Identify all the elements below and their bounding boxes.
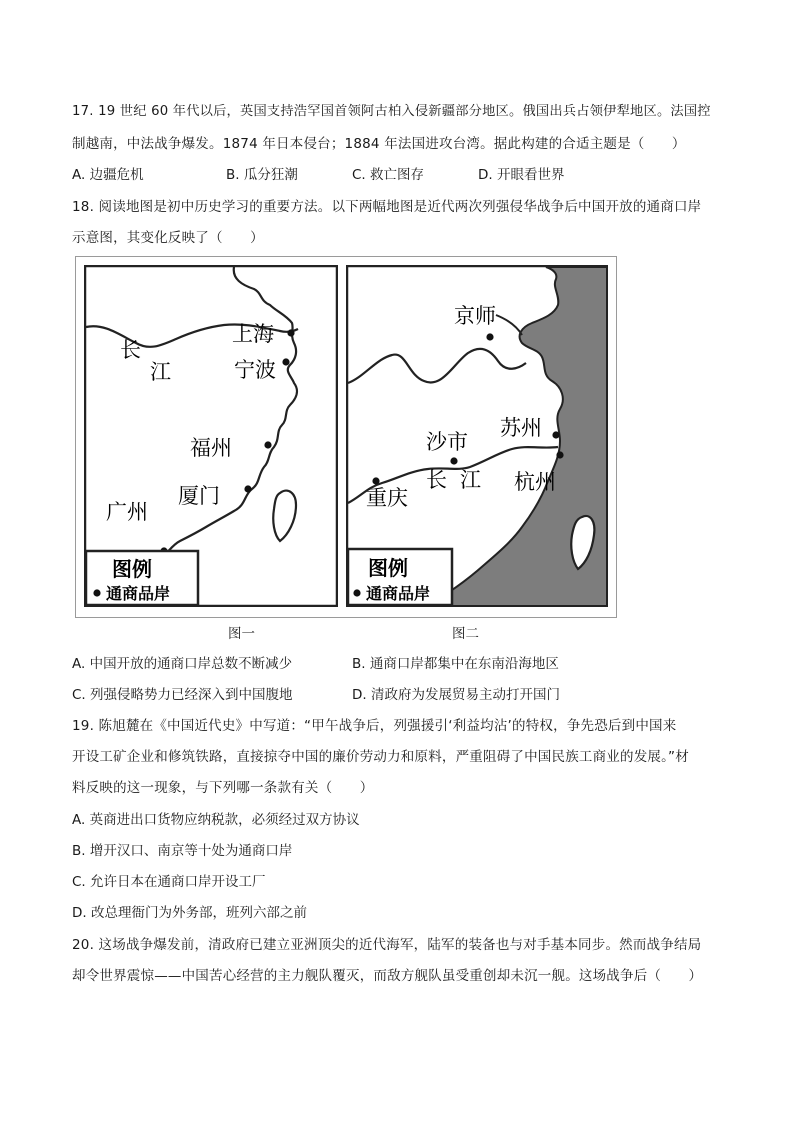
q19-option-d: D. 改总理衙门为外务部，班列六部之前 <box>72 905 307 921</box>
map2-label-shashi: 沙市 <box>426 430 468 454</box>
map1-label-guangzhou: 广州 <box>106 500 148 524</box>
map2-label-hangzhou: 杭州 <box>514 470 556 494</box>
caption-figure-2: 图二 <box>452 626 479 642</box>
q20-stem-line1: 20. 这场战争爆发前，清政府已建立亚洲顶尖的近代海军，陆军的装备也与对手基本同步。然而战争结局 <box>72 937 702 953</box>
q18-stem-line2: 示意图，其变化反映了（ ） <box>72 230 264 246</box>
map1-label-ningbo: 宁波 <box>234 358 276 382</box>
q18-option-a: A. 中国开放的通商口岸总数不断减少 <box>72 656 293 672</box>
q17-option-a: A. 边疆危机 <box>72 167 144 183</box>
map-two <box>346 265 600 607</box>
port-dot-suzhou <box>552 431 559 438</box>
q18-stem-line1: 18. 阅读地图是初中历史学习的重要方法。以下两幅地图是近代两次列强侵华战争后中国开放的通商口岸 <box>72 199 702 215</box>
caption-figure-1: 图一 <box>228 626 255 642</box>
map1-legend-title: 图例 <box>112 557 152 581</box>
map-one <box>84 265 338 607</box>
q17-option-d: D. 开眼看世界 <box>478 167 565 183</box>
map2-label-suzhou: 苏州 <box>500 416 542 440</box>
map2-legend-title: 图例 <box>368 556 408 580</box>
q17-stem-line1: 17. 19 世纪 60 年代以后，英国支持浩罕国首领阿古柏入侵新疆部分地区。俄国出兵占领伊犁地区。法国控 <box>72 104 711 119</box>
map1-label-xiamen: 厦门 <box>178 484 220 508</box>
legend-dot-icon <box>93 589 100 596</box>
map-figure <box>75 256 617 618</box>
q19-stem-line1: 19. 陈旭麓在《中国近代史》中写道：“甲午战争后，列强援引‘利益均沾’的特权，争先恐后到中国来 <box>72 718 677 734</box>
q17-option-b: B. 瓜分狂潮 <box>226 167 298 183</box>
map2-legend-item: 通商品岸 <box>366 584 431 603</box>
map1-label-fuzhou: 福州 <box>190 436 232 460</box>
port-dot-jingshi <box>486 333 493 340</box>
map2-label-jiang: 江 <box>460 468 481 492</box>
port-dot-shanghai <box>287 329 294 336</box>
q19-option-a: A. 英商进出口货物应纳税款，必须经过双方协议 <box>72 812 360 828</box>
q19-option-b: B. 增开汉口、南京等十处为通商口岸 <box>72 843 293 859</box>
map2-label-jingshi: 京师 <box>454 304 496 328</box>
map2-label-chongqing: 重庆 <box>366 486 408 510</box>
q17-stem-line2: 制越南，中法战争爆发。1874 年日本侵台；1884 年法国进攻台湾。据此构建的合适主题是（ ） <box>72 136 686 152</box>
q18-option-c: C. 列强侵略势力已经深入到中国腹地 <box>72 687 293 703</box>
port-dot-hangzhou <box>556 451 563 458</box>
q19-stem-line2: 开设工矿企业和修筑铁路，直接掠夺中国的廉价劳动力和原料，严重阻碍了中国民族工商业的发展。”材 <box>72 749 689 765</box>
q17-option-c: C. 救亡图存 <box>352 167 425 183</box>
port-dot-ningbo <box>282 358 289 365</box>
map1-label-shanghai: 上海 <box>232 322 274 346</box>
q18-option-d: D. 清政府为发展贸易主动打开国门 <box>352 687 560 703</box>
map1-legend-item: 通商品岸 <box>106 584 171 603</box>
q19-option-c: C. 允许日本在通商口岸开设工厂 <box>72 874 266 890</box>
port-dot-chongqing <box>372 477 379 484</box>
port-dot-xiamen <box>244 485 251 492</box>
q18-option-b: B. 通商口岸都集中在东南沿海地区 <box>352 656 559 672</box>
q19-stem-line3: 料反映的这一现象，与下列哪一条款有关（ ） <box>72 780 374 796</box>
legend-dot-icon <box>353 589 360 596</box>
port-dot-shashi <box>450 457 457 464</box>
map2-label-chang: 长 <box>426 468 447 492</box>
map1-label-jiang: 江 <box>150 360 171 384</box>
map1-label-chang: 长 <box>120 338 141 362</box>
port-dot-fuzhou <box>264 441 271 448</box>
q20-stem-line2: 却令世界震惊——中国苦心经营的主力舰队覆灭，而敌方舰队虽受重创却未沉一舰。这场战争后（ ） <box>72 968 703 984</box>
